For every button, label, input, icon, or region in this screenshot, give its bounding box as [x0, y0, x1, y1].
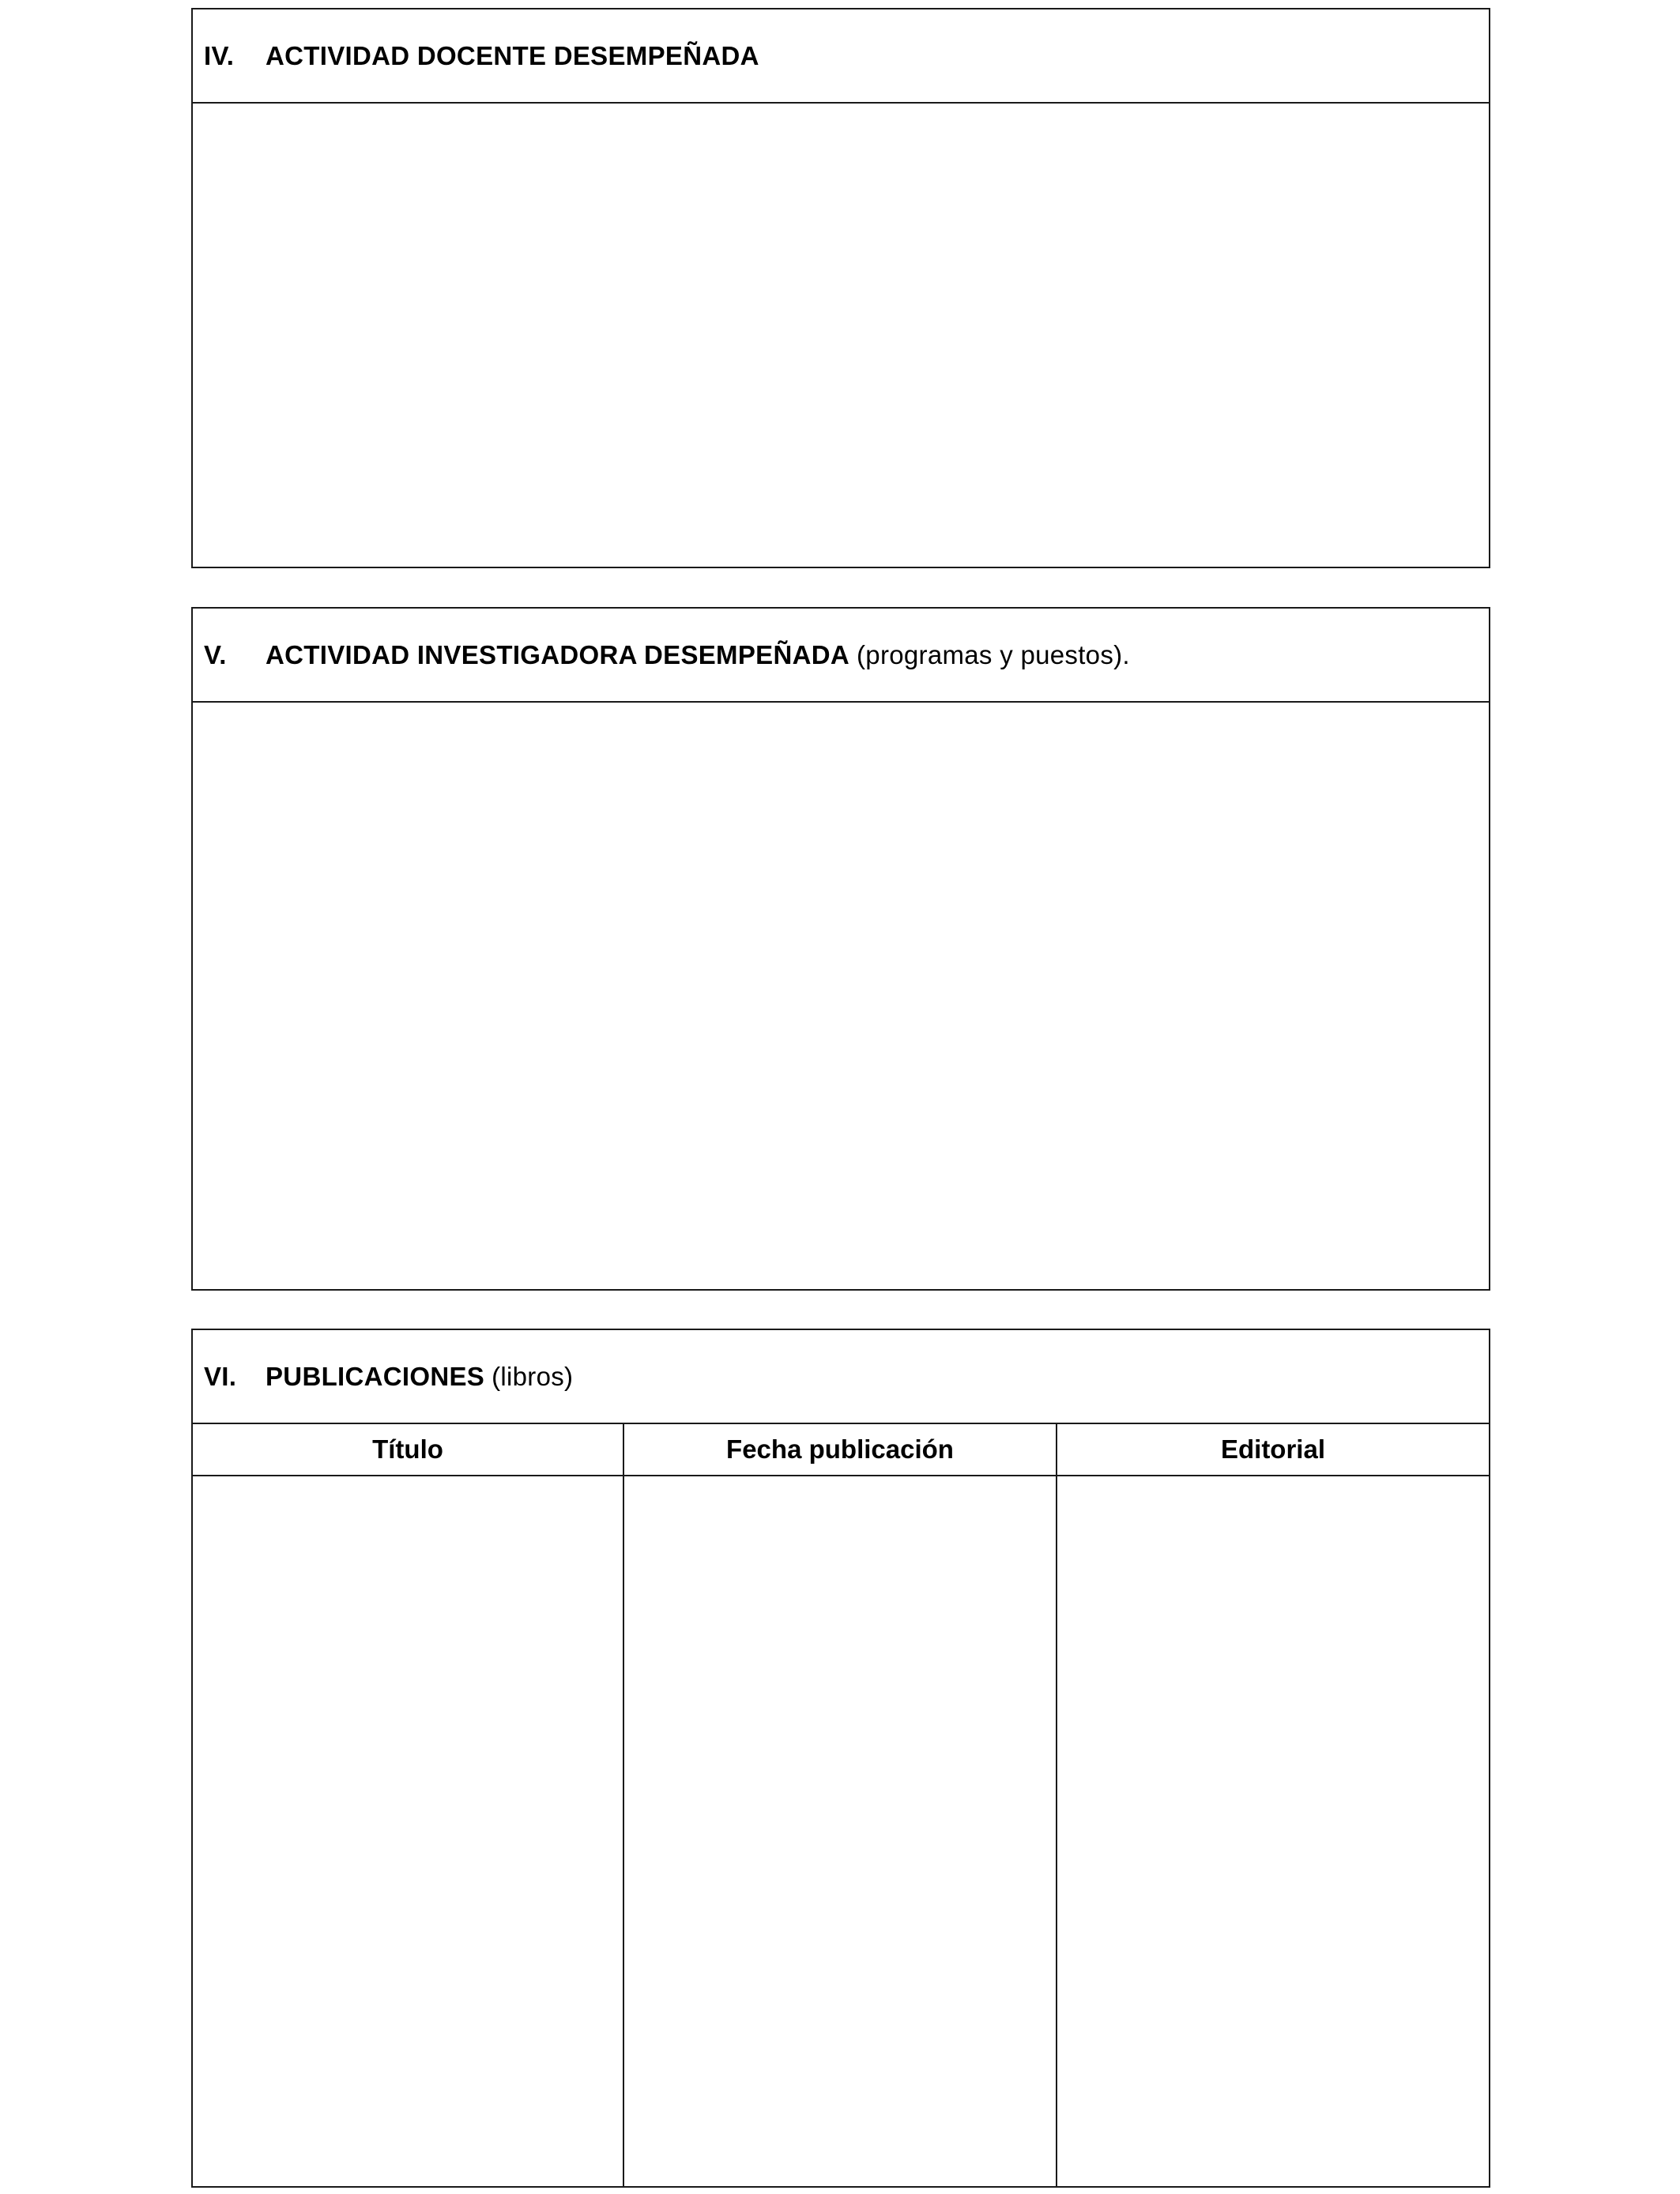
section-iv-actividad-docente — [191, 8, 1490, 568]
editorial-cell-field[interactable] — [1057, 1476, 1489, 2186]
section-iv-number: IV. — [204, 40, 235, 70]
titulo-cell-field[interactable] — [193, 1476, 624, 2186]
column-header-fecha-publicacion: Fecha publicación — [624, 1424, 1057, 1476]
section-v-actividad-investigadora — [191, 607, 1490, 1291]
publications-table — [193, 1424, 1489, 2186]
section-v-body-field[interactable] — [193, 703, 1489, 1289]
section-v-number: V. — [204, 639, 227, 669]
section-v-title: ACTIVIDAD INVESTIGADORA DESEMPEÑADA — [266, 639, 849, 669]
section-iv-title: ACTIVIDAD DOCENTE DESEMPEÑADA — [266, 40, 759, 70]
section-vi-publicaciones — [191, 1329, 1490, 2188]
section-v-header — [193, 609, 1489, 703]
section-vi-header — [193, 1330, 1489, 1424]
fecha-publicacion-cell-field[interactable] — [624, 1476, 1057, 2186]
section-vi-note: (libros) — [492, 1361, 574, 1391]
section-vi-number: VI. — [204, 1361, 237, 1391]
section-v-note: (programas y puestos). — [857, 639, 1130, 669]
section-iv-header — [193, 9, 1489, 104]
section-vi-title: PUBLICACIONES — [266, 1361, 485, 1391]
column-header-titulo: Título — [193, 1424, 624, 1476]
column-header-editorial: Editorial — [1057, 1424, 1489, 1476]
section-iv-body-field[interactable] — [193, 104, 1489, 567]
